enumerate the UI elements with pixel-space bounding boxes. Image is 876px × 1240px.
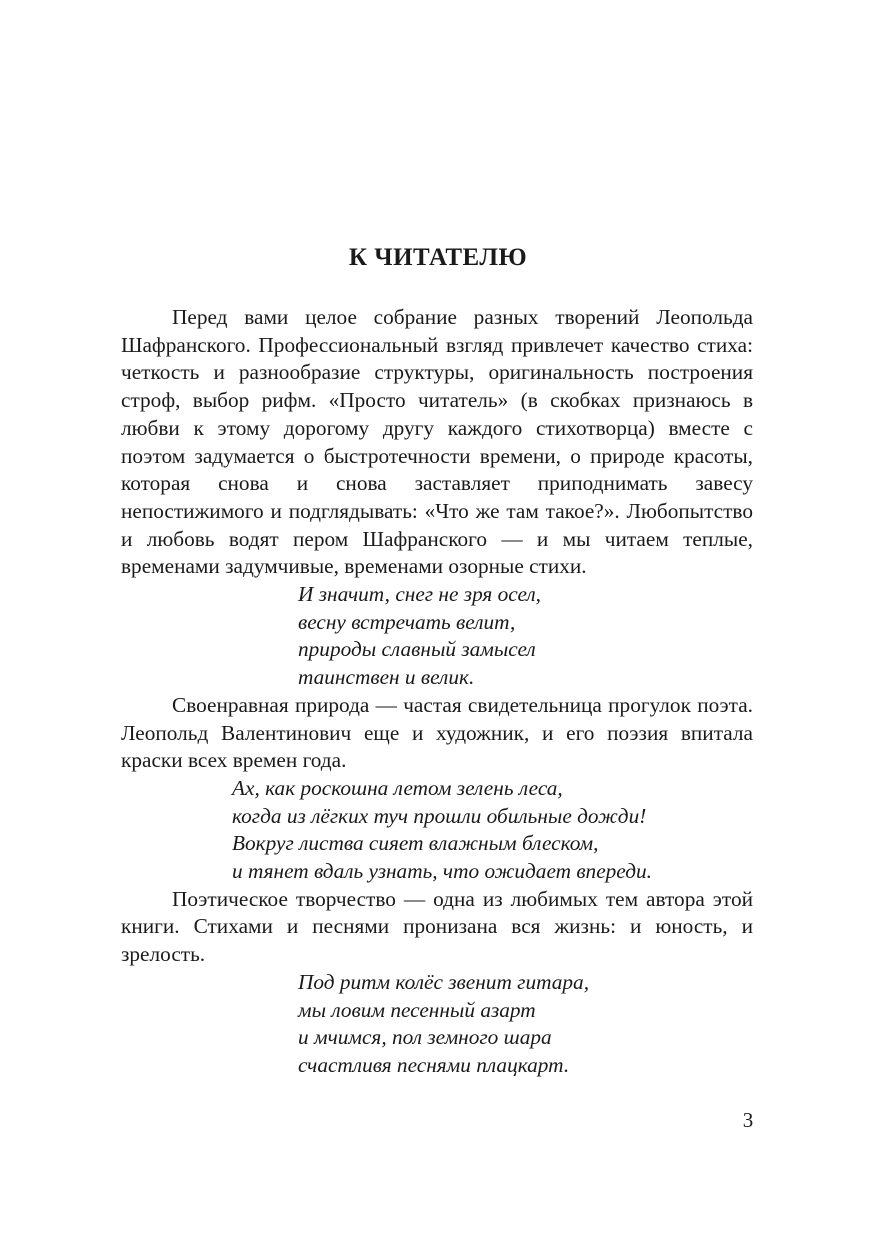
stanza-line: счастливя песнями плацкарт. (298, 1052, 570, 1077)
stanza-3 (121, 969, 753, 1080)
paragraph-1: Перед вами целое собрание разных творений Леопольда Шафранского. Профессиональный взгляд привлечет качество стиха: четкость и разнообразие структуры, оригинальность построения строф, выбор рифм. «Просто читатель» (в скобках признаюсь в любви к этому дорогому другу каждого стихотворца) вместе с поэтом задумается о быстротечности времени, о природе красоты, которая снова и снова заставляет приподнимать завесу непостижимого и подглядывать: «Что же там такое?». Любопытство и любовь водят пером Шафранского — и мы читаем теплые, временами задумчивые, временами озорные стихи. (121, 305, 753, 579)
stanza-line: Вокруг листва сияет влажным блеском, (232, 831, 599, 856)
stanza-line: Под ритм колёс звенит гитара, (298, 969, 590, 994)
stanza-line: и тянет вдаль узнать, что ожидает впереди. (232, 859, 652, 884)
stanza-line: мы ловим песенный азарт (298, 997, 536, 1022)
body-text (121, 304, 753, 1080)
stanza-line: Ах, как роскошна летом зелень леса, (232, 775, 563, 800)
paragraph-3: Поэтическое творчество — одна из любимых тем автора этой книги. Стихами и песнями пронизана вся жизнь: и юность, и зрелость. (121, 886, 753, 967)
stanza-2 (121, 775, 753, 886)
stanza-1 (121, 581, 753, 692)
stanza-line: когда из лёгких туч прошли обильные дожди! (232, 803, 647, 828)
page-heading: К ЧИТАТЕЛЮ (348, 244, 528, 271)
stanza-line: природы славный замысел (298, 637, 536, 662)
stanza-line: таинствен и велик. (298, 665, 475, 690)
stanza-line: И значит, снег не зря осел, (298, 582, 542, 607)
stanza-line: и мчимся, пол земного шара (298, 1025, 552, 1050)
stanza-line: весну встречать велит, (298, 609, 516, 634)
paragraph-2: Своенравная природа — частая свидетельница прогулок поэта. Леопольд Валентинович еще и художник, и его поэзия впитала краски всех времен года. (121, 692, 753, 773)
page-number: 3 (742, 1108, 754, 1132)
